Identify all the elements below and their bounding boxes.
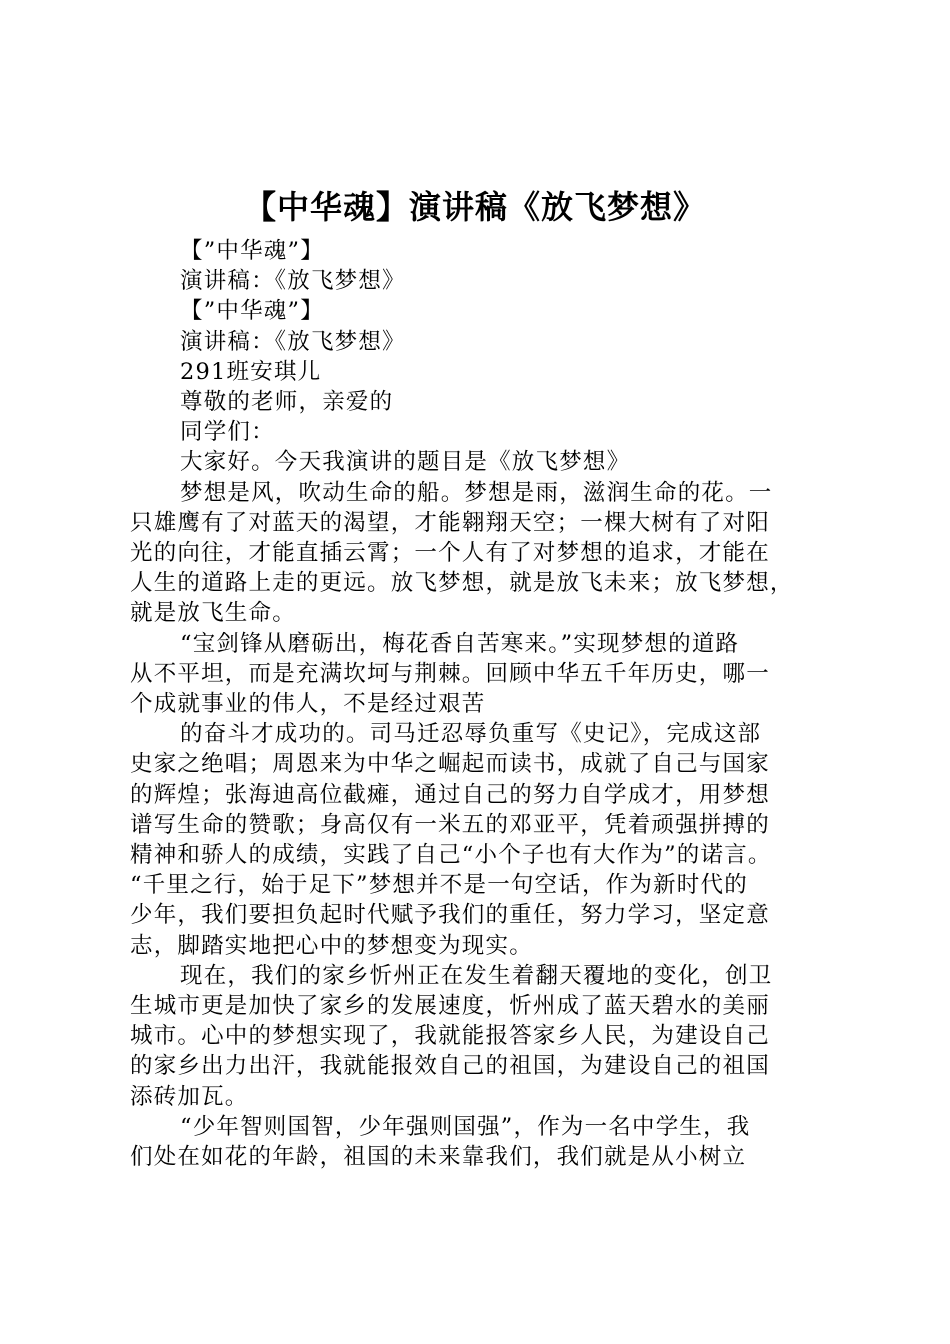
text-line: 演讲稿：《放飞梦想》	[180, 268, 406, 295]
text-line: “少年智则国智，少年强则国强”，作为一名中学生，我	[180, 1113, 751, 1140]
text-line: 现在，我们的家乡忻州正在发生着翻天覆地的变化，创卫	[180, 962, 773, 989]
text-line: 【”中华魂”】	[180, 298, 324, 325]
text-line: “千里之行，始于足下”梦想并不是一句空话，作为新时代的	[130, 872, 748, 899]
text-line: 个成就事业的伟人，不是经过艰苦	[130, 691, 486, 718]
document-title: 【中华魂】演讲稿《放飞梦想》	[243, 188, 706, 226]
text-line: 【”中华魂”】	[180, 238, 324, 264]
text-line: 的家乡出力出汗，我就能报效自己的祖国，为建设自己的祖国	[130, 1053, 770, 1080]
text-line: 的辉煌；张海迪高位截瘫，通过自己的努力自学成才，用梦想	[130, 781, 770, 808]
text-line: 少年，我们要担负起时代赋予我们的重任，努力学习，坚定意	[130, 902, 770, 929]
text-line: 演讲稿：《放飞梦想》	[180, 328, 406, 355]
text-line: 291班安琪儿	[180, 358, 322, 385]
text-line: 就是放飞生命。	[130, 600, 296, 627]
text-line: “宝剑锋从磨砺出，梅花香自苦寒来。”实现梦想的道路	[180, 630, 740, 657]
text-line: 尊敬的老师，亲爱的	[180, 389, 394, 416]
text-line: 城市。心中的梦想实现了，我就能报答家乡人民，为建设自己	[130, 1023, 770, 1050]
text-line: 从不平坦，而是充满坎坷与荆棘。回顾中华五千年历史，哪一	[130, 660, 770, 687]
text-line: 光的向往，才能直插云霄；一个人有了对梦想的追求，才能在	[130, 540, 770, 567]
text-line: 添砖加瓦。	[130, 1083, 249, 1110]
text-line: 大家好。今天我演讲的题目是《放飞梦想》	[180, 449, 631, 476]
text-line: 的奋斗才成功的。司马迁忍辱负重写《史记》，完成这部	[180, 721, 762, 748]
document-body	[130, 236, 830, 1172]
text-line: 同学们：	[180, 419, 275, 446]
text-line: 精神和骄人的成绩，实践了自己“小个子也有大作为”的诺言。	[130, 842, 772, 869]
text-line: 只雄鹰有了对蓝天的渴望，才能翱翔天空；一棵大树有了对阳	[130, 509, 770, 536]
text-line: 生城市更是加快了家乡的发展速度，忻州成了蓝天碧水的美丽	[130, 993, 770, 1020]
text-line: 志，脚踏实地把心中的梦想变为现实。	[130, 932, 533, 959]
text-line: 梦想是风，吹动生命的船。梦想是雨，滋润生命的花。一	[180, 479, 773, 506]
text-line: 们处在如花的年龄，祖国的未来靠我们，我们就是从小树立	[130, 1144, 747, 1171]
text-line: 谱写生命的赞歌；身高仅有一米五的邓亚平，凭着顽强拼搏的	[130, 811, 770, 838]
text-line: 人生的道路上走的更远。放飞梦想，就是放飞未来；放飞梦想，	[130, 570, 794, 597]
text-line: 史家之绝唱；周恩来为中华之崛起而读书，成就了自己与国家	[130, 751, 770, 778]
